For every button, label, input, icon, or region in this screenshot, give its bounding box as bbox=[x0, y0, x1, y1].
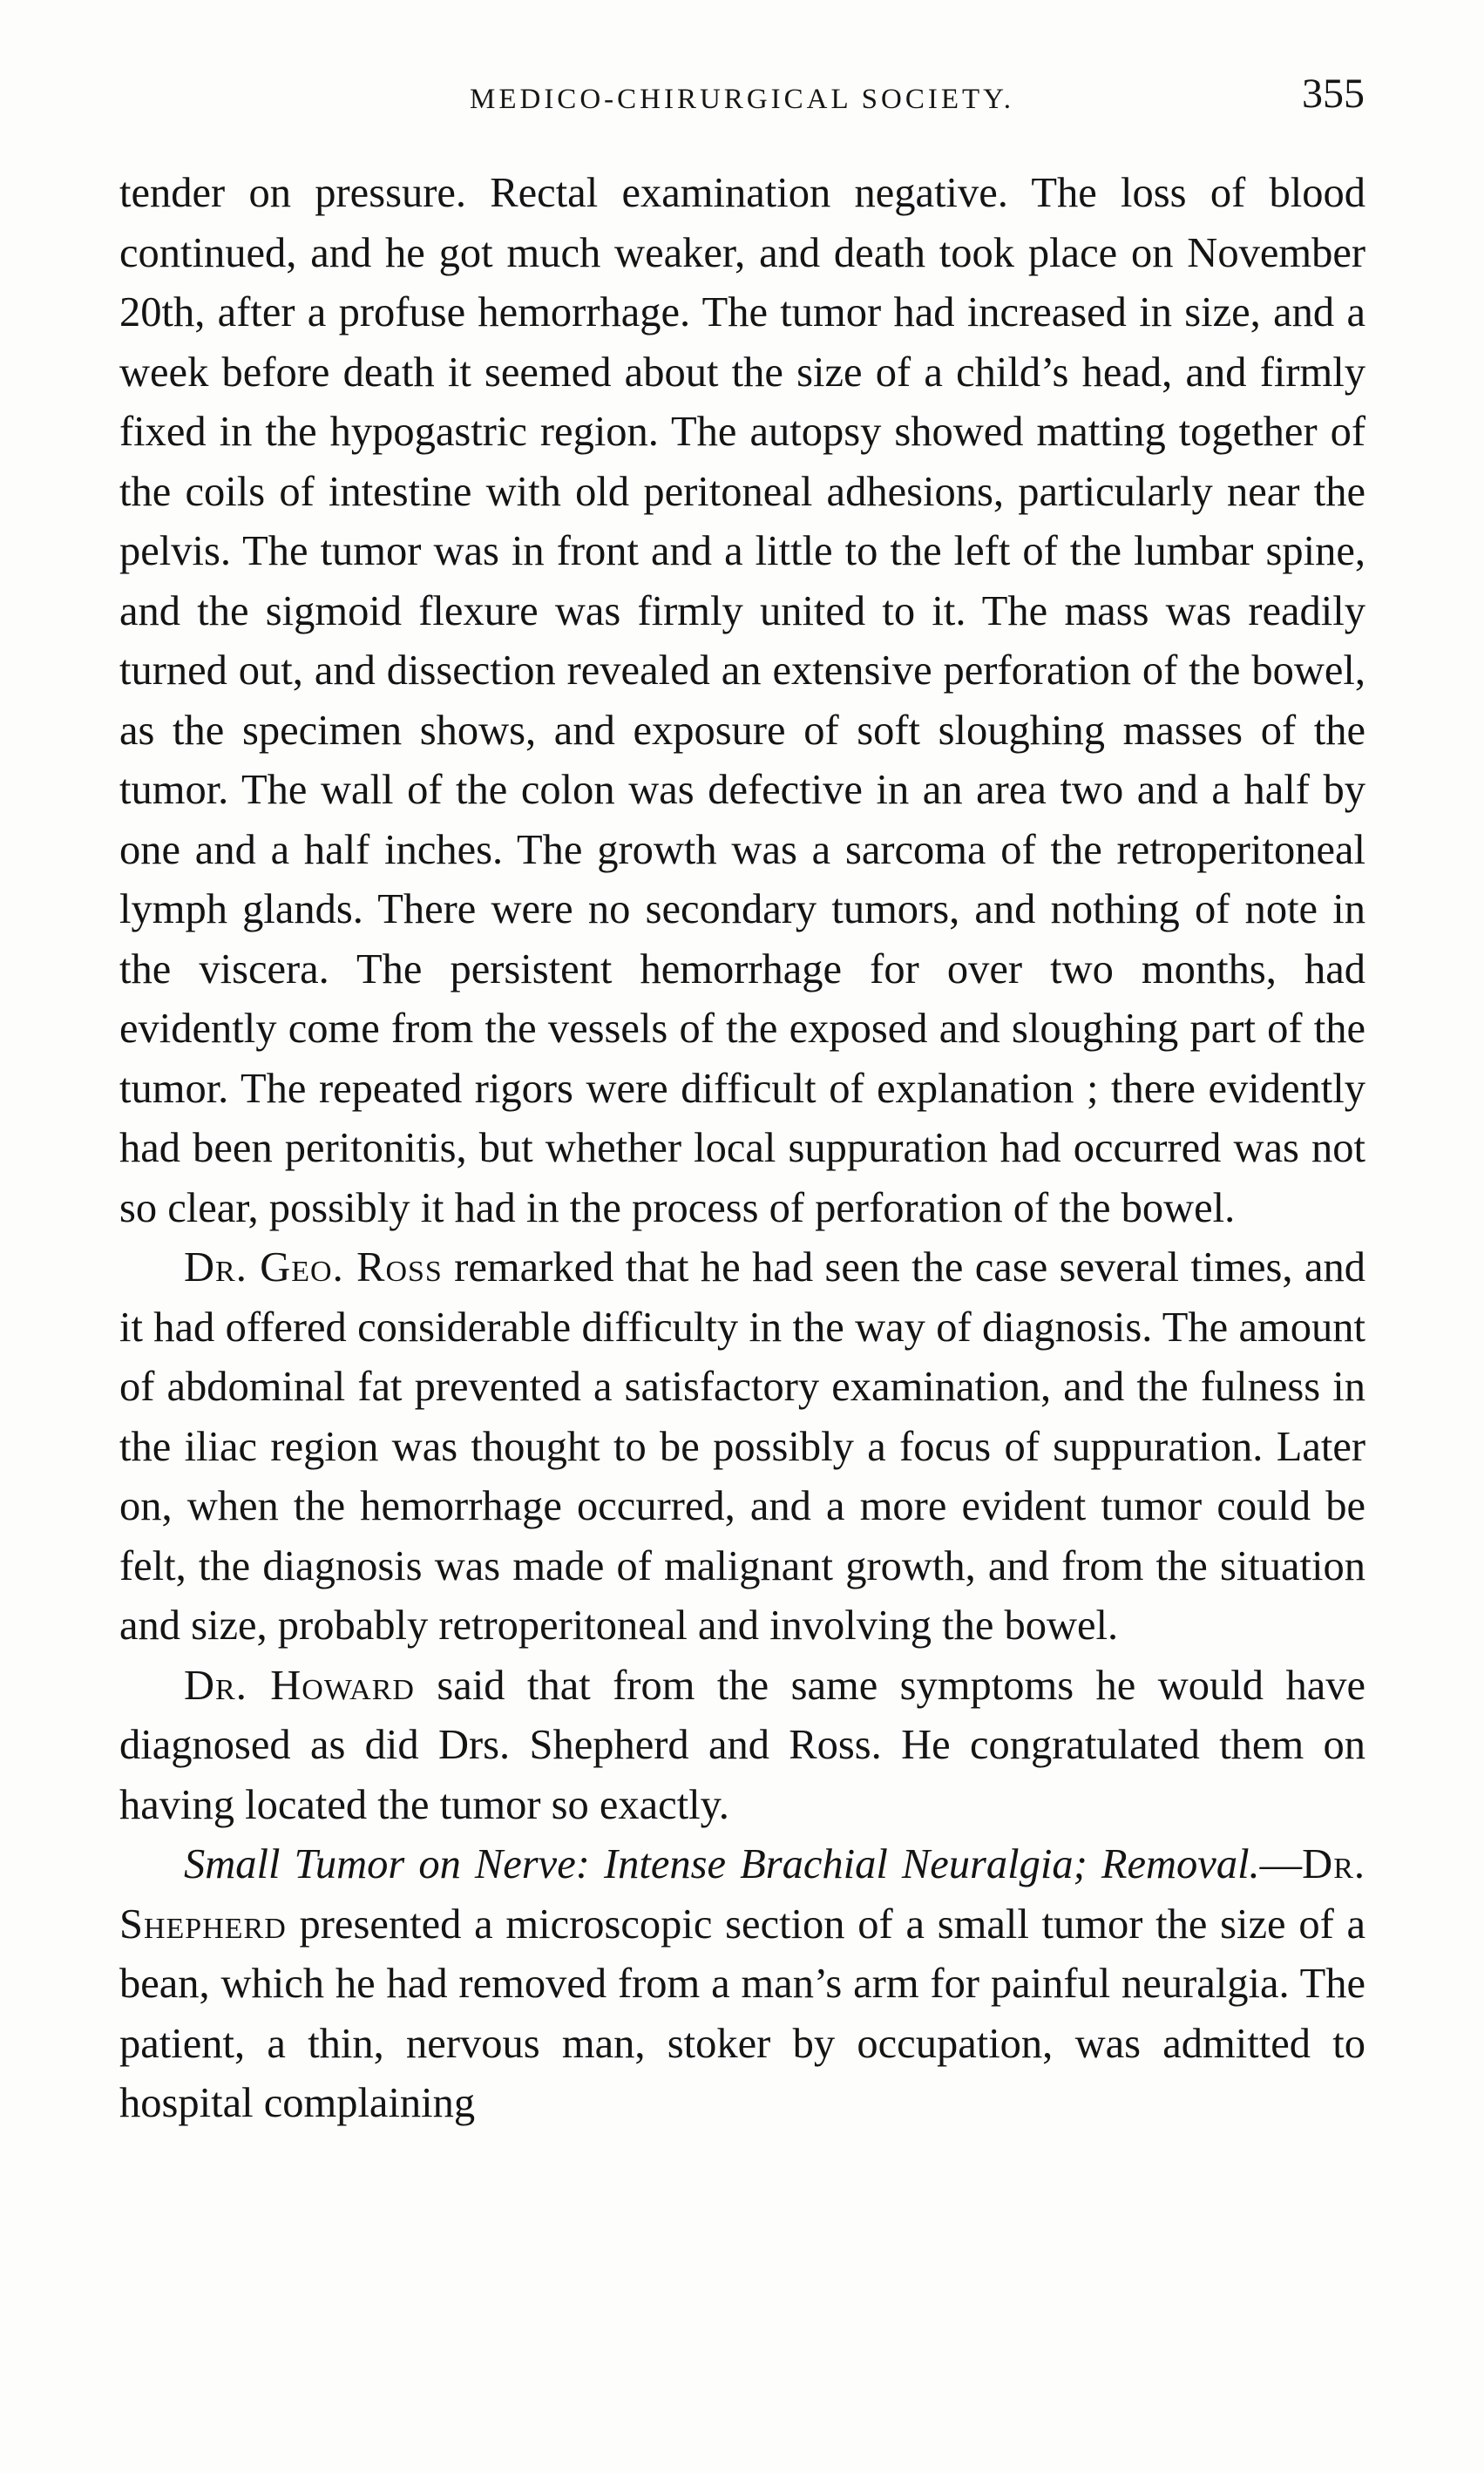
case-heading: Small Tumor on Nerve: Intense Brachial Neuralgia; Removal. bbox=[184, 1841, 1260, 1887]
heading-dash: — bbox=[1259, 1841, 1303, 1887]
paragraph-autopsy-report bbox=[119, 164, 1365, 1238]
paragraph-text: said that from the same symptoms he would have diagnosed as did Drs. Shepherd and Ross. He congratulated them on having located the tumor so exactly. bbox=[119, 1662, 1365, 1828]
speaker-name: Dr. Howard bbox=[184, 1662, 415, 1709]
paragraph-ross-remarks bbox=[119, 1238, 1365, 1657]
body-text bbox=[119, 164, 1365, 2134]
running-head: MEDICO-CHIRURGICAL SOCIETY. bbox=[469, 84, 1014, 115]
paragraph-small-tumor-case bbox=[119, 1835, 1365, 2134]
paragraph-text: tender on pressure. Rectal examination negative. The loss of blood continued, and he got much weaker, and death took place on November 20th, after a profuse hemorrhage. The tumor had increased in size, and a week before death it seemed about the size of a child’s head, and firmly fixed in the hypogastric region. The autopsy showed matting together of the coils of intestine with old peritoneal adhesions, particularly near the pelvis. The tumor was in front and a little to the left of the lumbar spine, and the sigmoid flexure was firmly united to it. The mass was readily turned out, and dissection revealed an extensive perforation of the bowel, as the specimen shows, and exposure of soft sloughing masses of the tumor. The wall of the colon was defective in an area two and a half by one and a half inches. The growth was a sarcoma of the retroperitoneal lymph glands. There were no secondary tumors, and nothing of note in the viscera. The persistent hemorrhage for over two months, had evidently come from the vessels of the exposed and sloughing part of the tumor. The repeated rigors were difficult of explanation ; there evidently had been peritonitis, but whether local suppuration had occurred was not so clear, possibly it had in the process of perforation of the bowel. bbox=[119, 170, 1365, 1231]
paragraph-howard-remarks bbox=[119, 1657, 1365, 1836]
page-header bbox=[119, 70, 1365, 131]
paragraph-text: presented a microscopic section of a small tumor the size of a bean, which he had removed from a man’s arm for painful neuralgia. The patient, a thin, nervous man, stoker by occupation, was admitted to hospital complaining bbox=[119, 1900, 1365, 2126]
page-number: 355 bbox=[1302, 71, 1365, 117]
speaker-name: Dr. Geo. Ross bbox=[184, 1244, 443, 1291]
speaker-name: Dr. Shepherd bbox=[119, 1841, 1365, 1948]
paragraph-text: remarked that he had seen the case several times, and it had offered considerable difficulty in the way of diagnosis. The amount of abdominal fat prevented a satisfactory examination, and the fulness in the iliac region was thought to be possibly a focus of suppuration. Later on, when the hemorrhage occurred, and a more evident tumor could be felt, the diagnosis was made of malignant growth, and from the situation and size, probably retroperitoneal and involving the bowel. bbox=[119, 1244, 1365, 1649]
